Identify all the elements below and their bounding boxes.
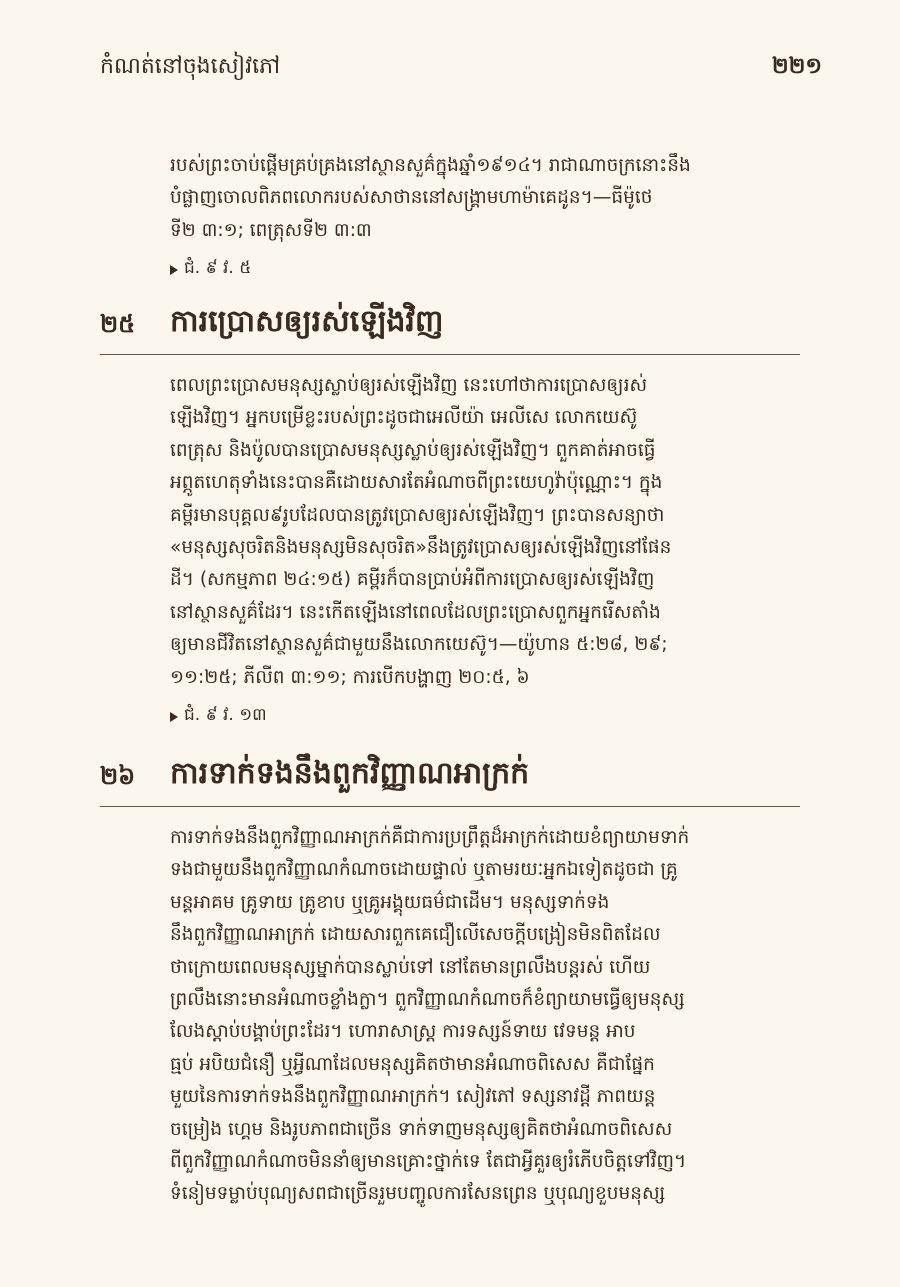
triangle-arrow-icon bbox=[170, 265, 178, 275]
text-line: ទី២ ៣:១; ពេត្រុសទី២ ៣:៣ bbox=[170, 219, 372, 241]
text-line: អព្ភូតហេតុទាំងនេះបានគឺដោយសារតែអំណាចពីព្រះយេហូវ៉ាប៉ុណ្ណោះ។ ក្នុង bbox=[170, 472, 663, 494]
text-line: របស់ព្រះចាប់ផ្ដើមគ្រប់គ្រងនៅស្ថានសួគ៌ក្នុងឆ្នាំ១៩១៤។ រាជាណាចក្រនោះនឹង bbox=[170, 155, 691, 176]
cross-reference-text: ជំ. ៩ វ. ១៣ bbox=[184, 705, 267, 726]
text-line: គម្ពីរមានបុគ្គល៩រូបដែលបានត្រូវប្រោសឲ្យរស់ឡើងវិញ។ ព្រះបានសន្យាថា bbox=[170, 504, 665, 526]
text-line: ឡើងវិញ។ អ្នកបម្រើខ្លះរបស់ព្រះដូចជាអេលីយ៉ា អេលីសេ លោកយេស៊ូ bbox=[170, 407, 638, 429]
intro-paragraph bbox=[170, 150, 802, 247]
intro-block bbox=[170, 150, 802, 282]
section-number: ២៥ bbox=[100, 310, 136, 338]
text-line: ការទាក់ទងនឹងពួកវិញ្ញាណអាក្រក់គឺជាការប្រព្រឹត្តដ៏អាក្រក់ដោយខំព្យាយាមទាក់ bbox=[170, 827, 690, 848]
text-line: លែងស្ដាប់បង្គាប់ព្រះដែរ។ ហោរាសាស្ត្រ ការទស្សន៍ទាយ វេទមន្ត អាប bbox=[170, 1021, 636, 1043]
triangle-arrow-icon bbox=[170, 712, 178, 722]
page-number: ២២១ bbox=[772, 54, 822, 79]
text-line: ពេត្រុស និងប៉ូលបានប្រោសមនុស្សស្លាប់ឲ្យរស់ឡើងវិញ។ ពួកគាត់អាចធ្វើ bbox=[170, 439, 656, 461]
text-line: ទងជាមួយនឹងពួកវិញ្ញាណកំណាចដោយផ្ទាល់ ឬតាមរយៈអ្នកឯទៀតដូចជា គ្រូ bbox=[170, 859, 678, 881]
text-line: ព្រលឹងនោះមានអំណាចខ្លាំងក្លា។ ពួកវិញ្ញាណកំណាចក៏ខំព្យាយាមធ្វើឲ្យមនុស្ស bbox=[170, 989, 685, 1011]
text-line: ពេលព្រះប្រោសមនុស្សស្លាប់ឲ្យរស់ឡើងវិញ នេះហៅថាការប្រោសឲ្យរស់ bbox=[170, 375, 648, 396]
section-paragraph bbox=[170, 822, 802, 1211]
text-line: មួយនៃការទាក់ទងនឹងពួកវិញ្ញាណអាក្រក់។ សៀវភៅ ទស្សនាវដ្ដី ភាពយន្ត bbox=[170, 1086, 656, 1108]
text-line: ចម្រៀង ហ្គេម និងរូបភាពជាច្រើន ទាក់ទាញមនុស្សឲ្យគិតថាអំណាចពិសេស bbox=[170, 1118, 673, 1140]
section-number: ២៦ bbox=[100, 762, 136, 790]
text-line: បំផ្លាញចោលពិភពលោករបស់សាថាននៅសង្គ្រាមហាម៉ាគេដូន។—ធីម៉ូថេ bbox=[170, 187, 653, 209]
text-line: នឹងពួកវិញ្ញាណអាក្រក់ ដោយសារពួកគេជឿលើសេចក្ដីបង្រៀនមិនពិតដែល bbox=[170, 924, 661, 946]
section-paragraph bbox=[170, 370, 802, 694]
section-body bbox=[170, 370, 802, 729]
section-body bbox=[170, 822, 802, 1211]
text-line: ទំនៀមទម្លាប់បុណ្យសពជាច្រើនរួមបញ្ចូលការសែនព្រេន ឬបុណ្យខួបមនុស្ស bbox=[170, 1183, 666, 1205]
cross-reference[interactable] bbox=[170, 257, 802, 282]
text-line: ធ្មប់ អបិយជំនឿ ឬអ្វីណាដែលមនុស្សគិតថាមានអំណាចពិសេស គឺជាផ្នែក bbox=[170, 1053, 655, 1075]
section-heading bbox=[100, 300, 800, 355]
text-line: ១១:២៥; ភីលីព ៣:១១; ការបើកបង្ហាញ ២០:៥, ៦ bbox=[170, 666, 530, 688]
text-line: ពីពួកវិញ្ញាណកំណាចមិននាំឲ្យមានគ្រោះថ្នាក់ទេ តែជាអ្វីគួរឲ្យរំភើបចិត្តទៅវិញ។ bbox=[170, 1151, 687, 1173]
text-line: ឲ្យមានជីវិតនៅស្ថានសួគ៌ជាមួយនឹងលោកយេស៊ូ។—យ៉ូហាន ៥:២៨, ២៩; bbox=[170, 634, 668, 656]
running-head: កំណត់នៅចុងសៀវភៅ bbox=[100, 54, 281, 79]
cross-reference-text: ជំ. ៩ វ. ៥ bbox=[184, 258, 252, 279]
text-line: មន្តអាគម គ្រូទាយ គ្រូខាប ឬគ្រូអង្គុយធម៌ជាដើម។ មនុស្សទាក់ទង bbox=[170, 891, 610, 913]
text-line: ដី។ (សកម្មភាព ២៤:១៥) គម្ពីរក៏បានប្រាប់អំពីការប្រោសឲ្យរស់ឡើងវិញ bbox=[170, 569, 655, 591]
text-line: «មនុស្សសុចរិតនិងមនុស្សមិនសុចរិត»នឹងត្រូវប្រោសឲ្យរស់ឡើងវិញនៅផែន bbox=[170, 537, 672, 559]
text-line: នៅស្ថានសួគ៌ដែរ។ នេះកើតឡើងនៅពេលដែលព្រះប្រោសពួកអ្នករើសតាំង bbox=[170, 601, 661, 623]
section-heading bbox=[100, 752, 800, 807]
text-line: ថាក្រោយពេលមនុស្សម្នាក់បានស្លាប់ទៅ នៅតែមានព្រលឹងបន្តរស់ ហើយ bbox=[170, 956, 651, 978]
cross-reference[interactable] bbox=[170, 704, 802, 729]
section-title: ការទាក់ទងនឹងពួកវិញ្ញាណអាក្រក់ bbox=[170, 756, 530, 791]
section-title: ការប្រោសឲ្យរស់ឡើងវិញ bbox=[170, 304, 444, 339]
